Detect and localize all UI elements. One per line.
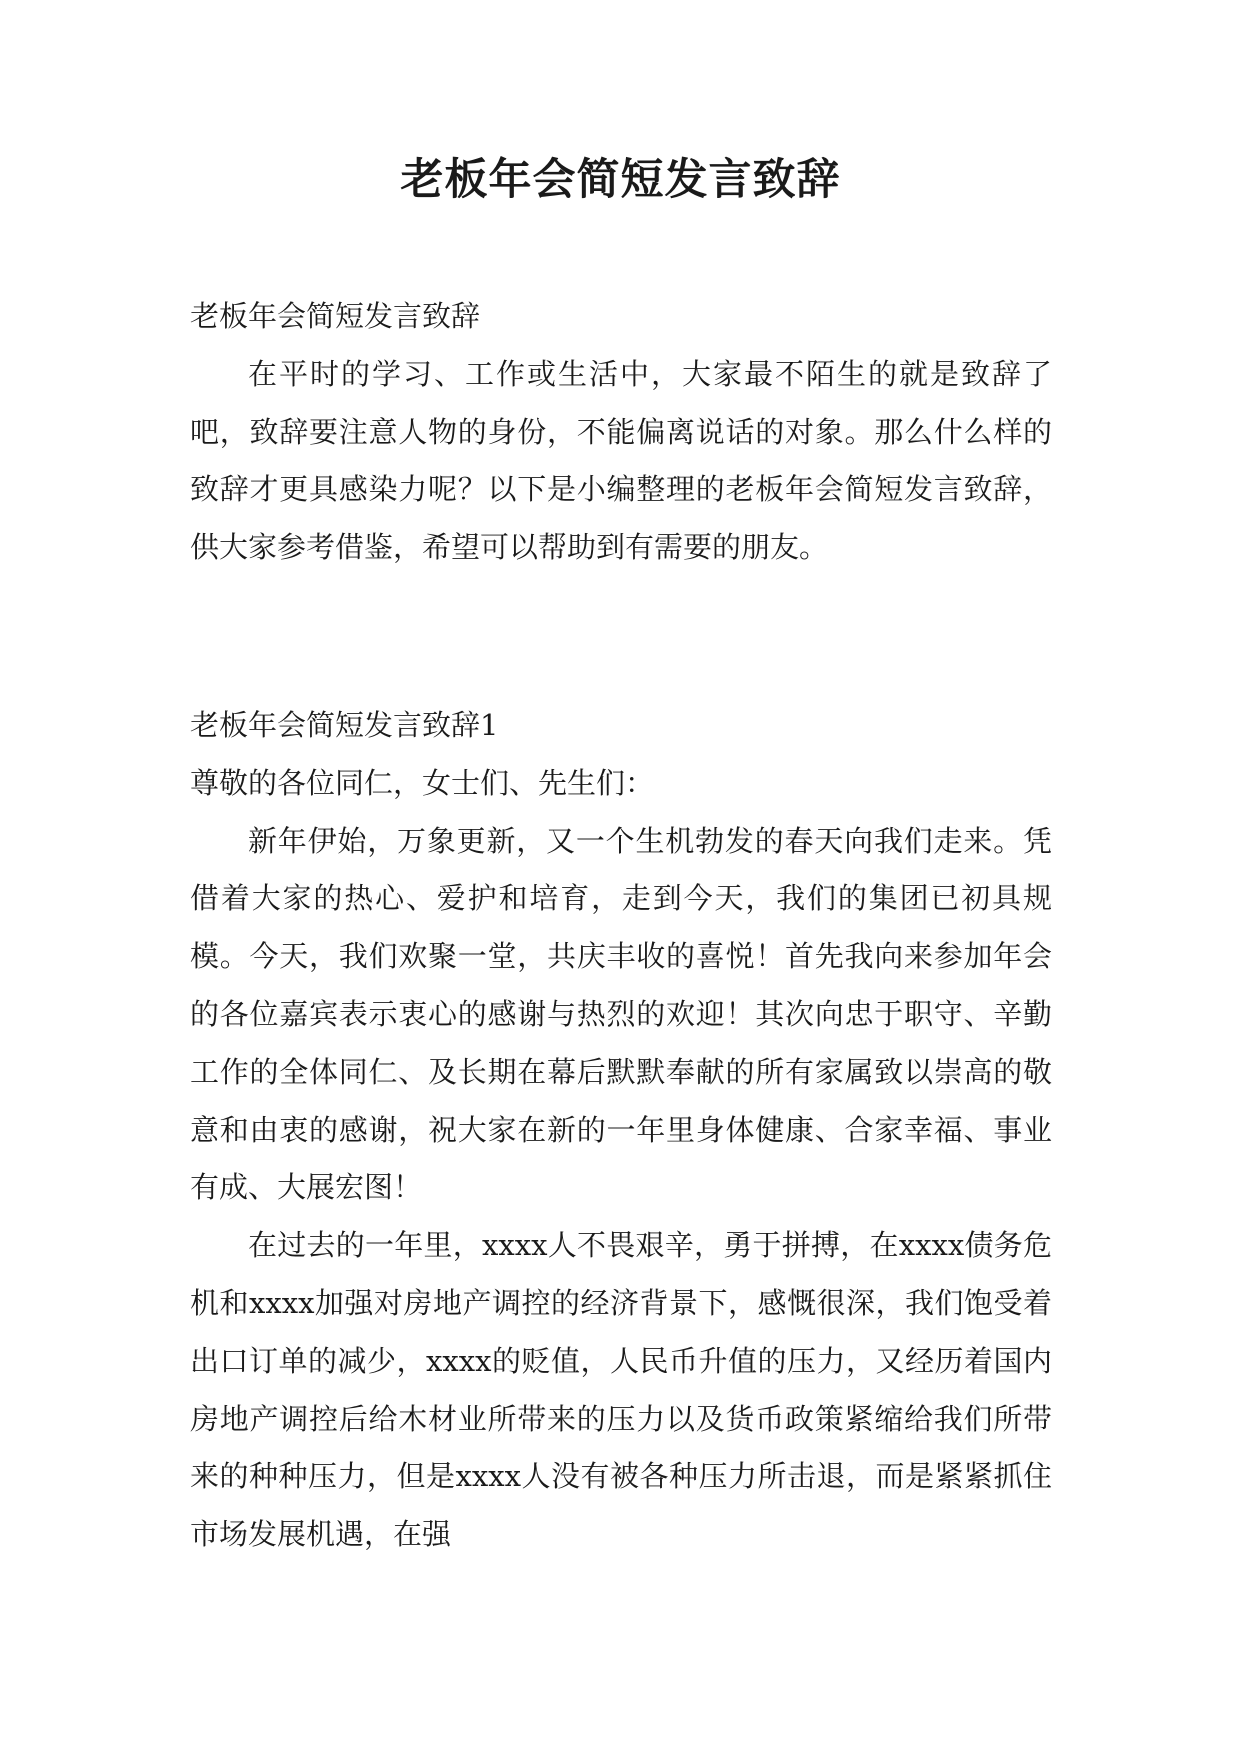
speech-section-1 [190,697,1052,1564]
speech-paragraph-2: 在过去的一年里，xxxx人不畏艰辛，勇于拼搏，在xxxx债务危机和xxxx加强对房地产调控的经济背景下，感慨很深，我们饱受着出口订单的减少，xxxx的贬值，人民币升值的压力，又经历着国内房地产调控后给木材业所带来的压力以及货币政策紧缩给我们所带来的种种压力，但是xxxx人没有被各种压力所击退，而是紧紧抓住市场发展机遇，在强 [190,1228,1052,1552]
intro-block [190,288,1052,577]
subtitle: 老板年会简短发言致辞 [190,299,481,333]
intro-paragraph: 在平时的学习、工作或生活中，大家最不陌生的就是致辞了吧，致辞要注意人物的身份，不能偏离说话的对象。那么什么样的致辞才更具感染力呢？以下是小编整理的老板年会简短发言致辞，供大家参考借鉴，希望可以帮助到有需要的朋友。 [190,356,1052,565]
document-title: 老板年会简短发言致辞 [400,155,841,205]
salutation: 尊敬的各位同仁，女士们、先生们： [190,765,655,800]
section-heading: 老板年会简短发言致辞1 [190,708,499,742]
speech-paragraph-1: 新年伊始，万象更新，又一个生机勃发的春天向我们走来。凭借着大家的热心、爱护和培育，走到今天，我们的集团已初具规模。今天，我们欢聚一堂，共庆丰收的喜悦！首先我向来参加年会的各位嘉宾表示衷心的感谢与热烈的欢迎！其次向忠于职守、辛勤工作的全体同仁、及长期在幕后默默奉献的所有家属致以崇高的敬意和由衷的感谢，祝大家在新的一年里身体健康、合家幸福、事业有成、大展宏图！ [190,823,1052,1205]
